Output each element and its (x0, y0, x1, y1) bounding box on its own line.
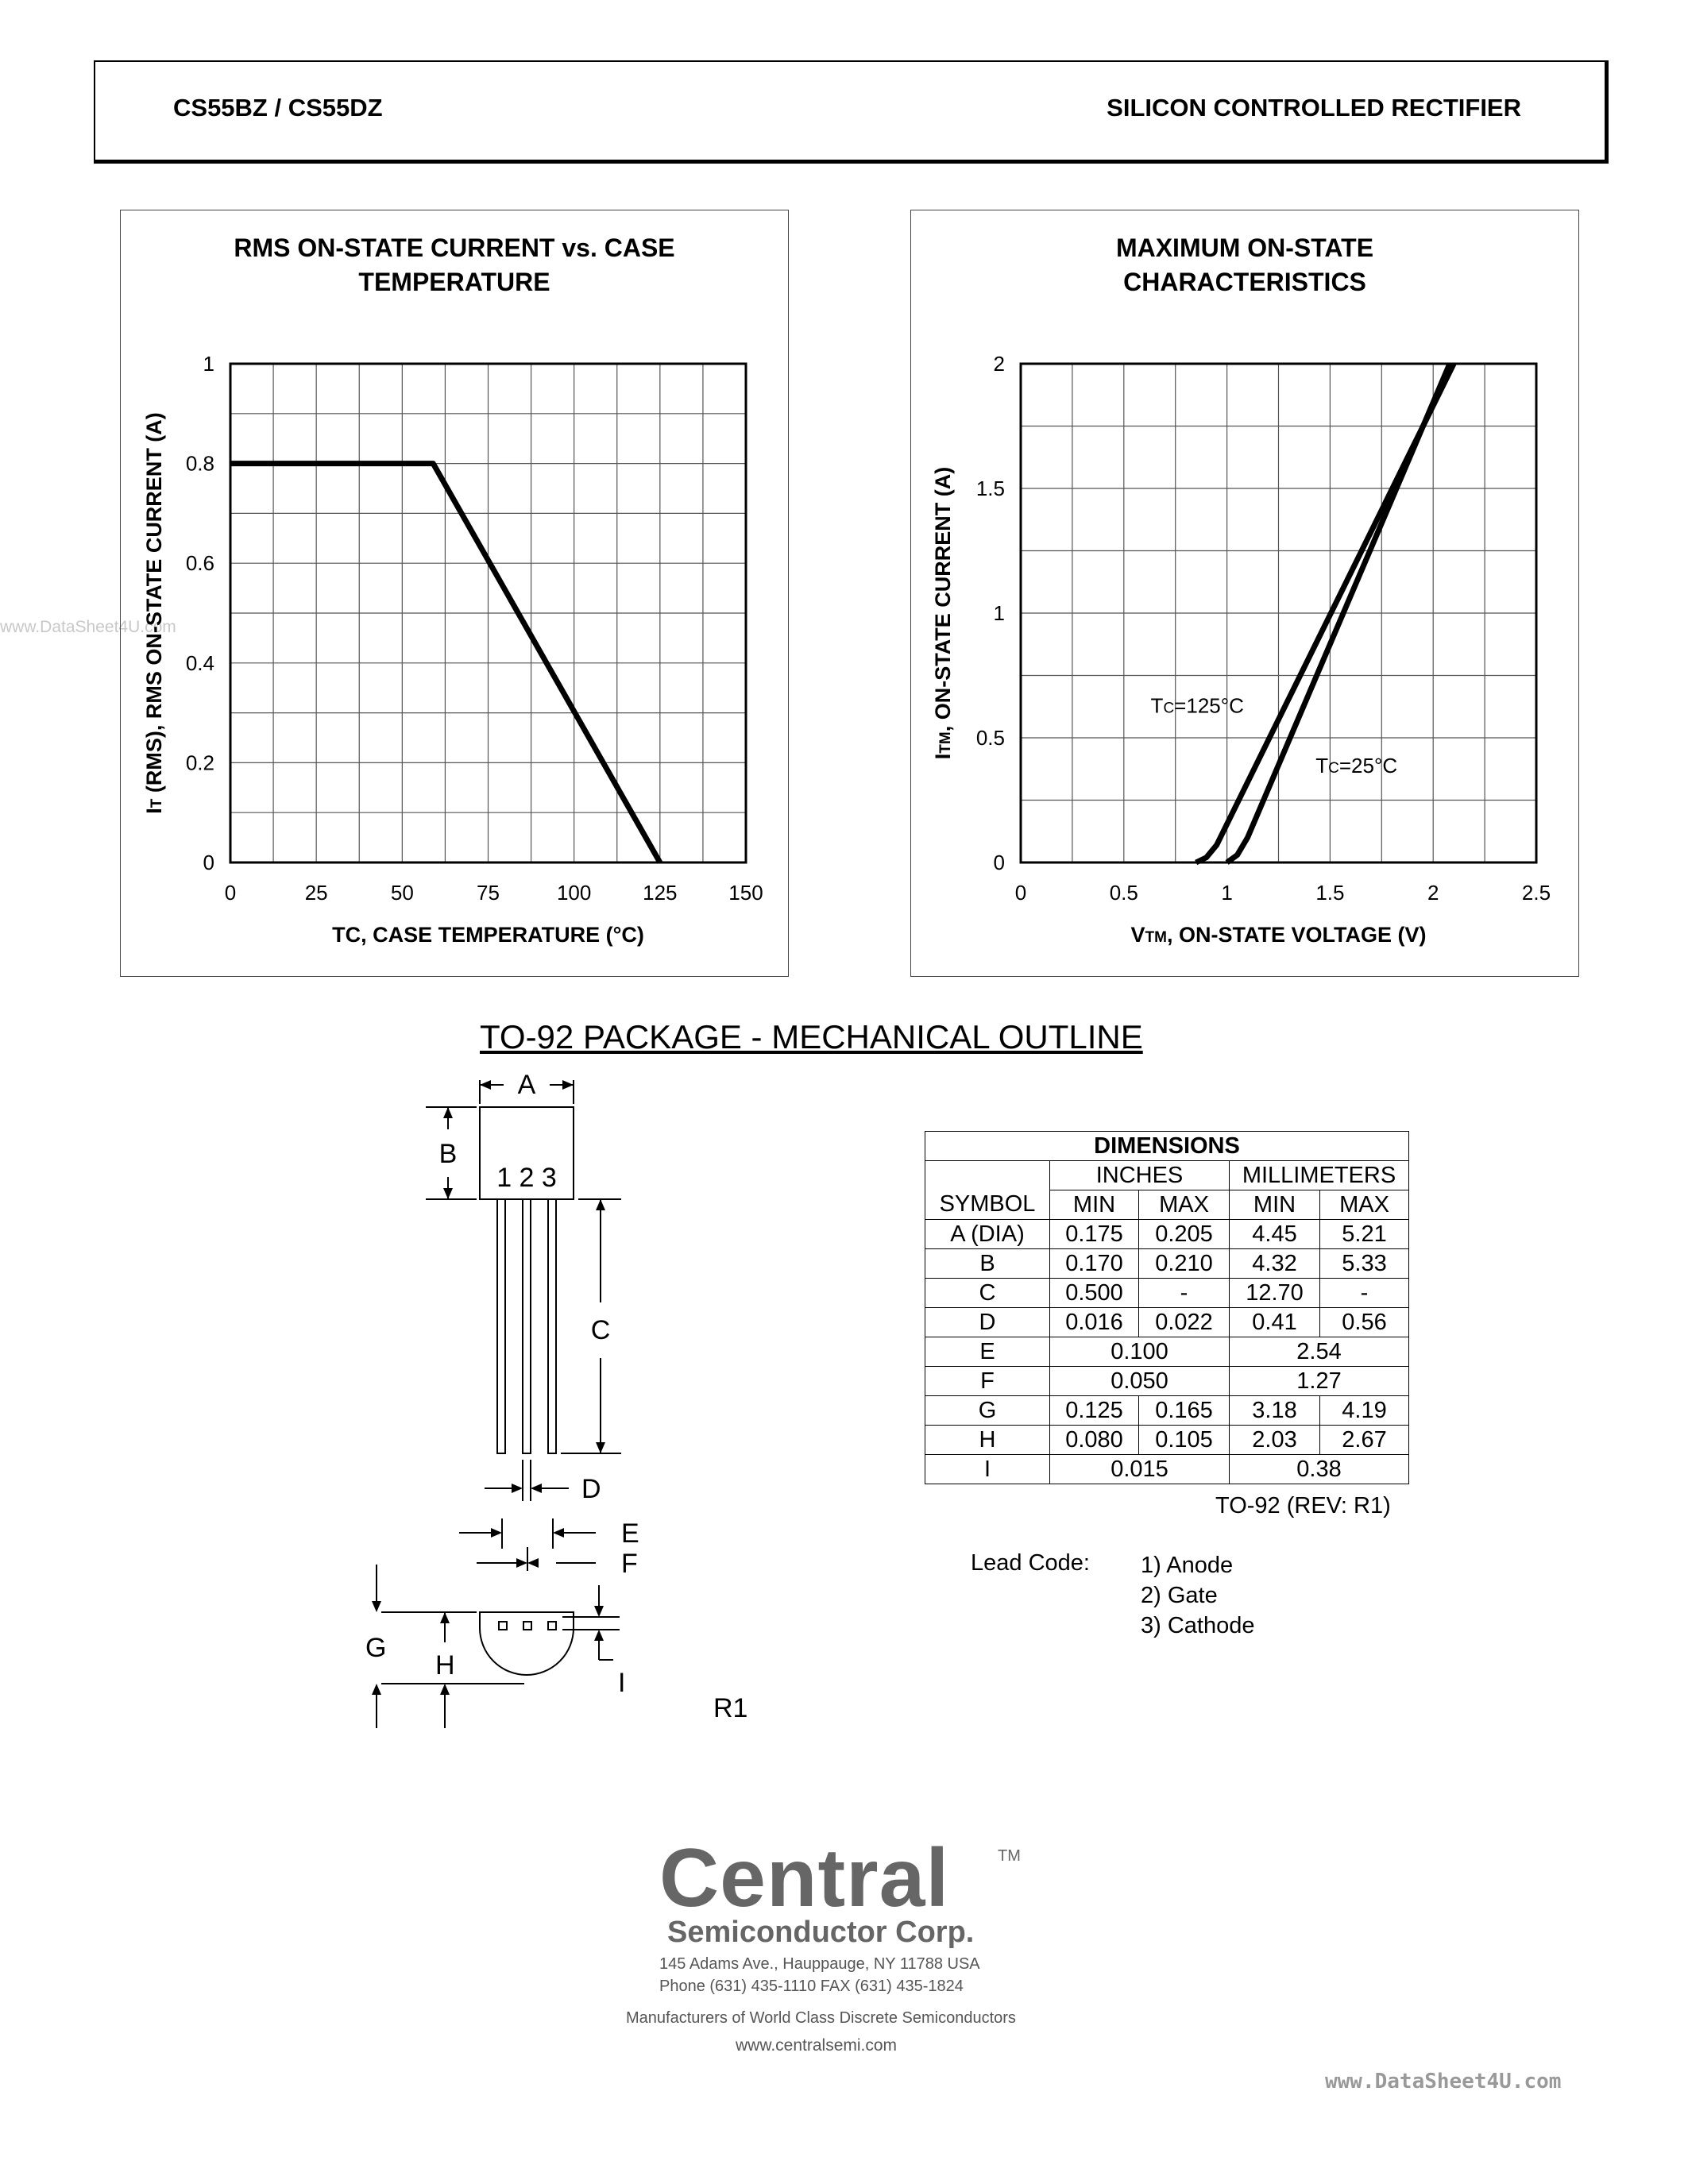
table-row (925, 1249, 1409, 1279)
table-title: DIMENSIONS (925, 1132, 1409, 1161)
company-website: www.centralsemi.com (736, 2036, 898, 2055)
x-axis-label: VTM, ON-STATE VOLTAGE (V) (1130, 923, 1427, 947)
cell: 0.022 (1139, 1308, 1230, 1337)
lead-code-label: Lead Code: (971, 1550, 1090, 1576)
company-address: 145 Adams Ave., Hauppauge, NY 11788 USA (659, 1955, 980, 1973)
cell: 0.500 (1050, 1279, 1139, 1308)
label-D: D (581, 1474, 601, 1504)
x-tick-label: 0 (224, 881, 237, 905)
cell: 0.38 (1230, 1455, 1409, 1484)
cell: 0.016 (1050, 1308, 1139, 1337)
label-I: I (618, 1668, 626, 1698)
company-phone: Phone (631) 435-1110 FAX (631) 435-1824 (659, 1978, 964, 1995)
cell: 2.54 (1230, 1337, 1409, 1367)
cell: 2.03 (1230, 1426, 1320, 1455)
x-tick-label: 75 (477, 881, 500, 905)
label-R1: R1 (713, 1693, 748, 1723)
chart-1-svg (120, 210, 789, 977)
label-B: B (438, 1139, 458, 1169)
table-row (925, 1367, 1409, 1396)
label-G: G (365, 1633, 387, 1663)
cell: - (1320, 1279, 1409, 1308)
cell: 3.18 (1230, 1396, 1320, 1426)
cell: 0.165 (1139, 1396, 1230, 1426)
cell: - (1139, 1279, 1230, 1308)
trademark: TM (998, 1847, 1021, 1865)
cell: 5.21 (1320, 1220, 1409, 1249)
y-tick-label: 0 (993, 851, 1005, 874)
package-drawing (357, 1056, 834, 1747)
y-tick-label: 0 (203, 851, 214, 874)
chart-1-title-line-2: TEMPERATURE (358, 268, 550, 296)
y-tick-label: 0.5 (975, 726, 1005, 750)
x-tick-label: 2.5 (1521, 881, 1551, 905)
y-axis-label: ITM, ON-STATE CURRENT (A) (931, 466, 955, 760)
cell: 1.27 (1230, 1367, 1409, 1396)
x-tick-label: 0.5 (1109, 881, 1138, 905)
dimensions-table (925, 1131, 1409, 1484)
cell: E (925, 1337, 1050, 1367)
y-axis-label: IT (RMS), RMS ON-STATE CURRENT (A) (142, 412, 166, 814)
cell: A (DIA) (925, 1220, 1050, 1249)
x-tick-label: 150 (728, 881, 763, 905)
cell: 0.015 (1050, 1455, 1230, 1484)
lead-3 (548, 1199, 556, 1453)
cell: 0.080 (1050, 1426, 1139, 1455)
lead-code-cathode: 3) Cathode (1141, 1613, 1255, 1638)
table-row (925, 1455, 1409, 1484)
col-in-min: MIN (1050, 1190, 1139, 1220)
table-row (925, 1279, 1409, 1308)
table-group-row (925, 1161, 1409, 1190)
chart-2-svg (910, 210, 1579, 977)
cell: B (925, 1249, 1050, 1279)
chart-1-title-line-1: RMS ON-STATE CURRENT vs. CASE (234, 233, 675, 262)
y-tick-label: 1.5 (975, 477, 1005, 500)
group-inches: INCHES (1050, 1161, 1230, 1190)
x-tick-label: 0 (1014, 881, 1027, 905)
cell: I (925, 1455, 1050, 1484)
series-label-1: TC=125°C (1150, 693, 1244, 718)
col-mm-min: MIN (1230, 1190, 1320, 1220)
chart-2-title-line-1: MAXIMUM ON-STATE (1115, 233, 1374, 262)
cell: 0.170 (1050, 1249, 1139, 1279)
y-tick-label: 1 (203, 352, 214, 376)
watermark-left: www.DataSheet4U.com (0, 618, 176, 636)
y-tick-label: 0.4 (185, 650, 214, 675)
pin-numbers: 1 2 3 (496, 1163, 557, 1193)
cell: C (925, 1279, 1050, 1308)
cell: H (925, 1426, 1050, 1455)
y-tick-label: 0.8 (185, 451, 214, 476)
table-row (925, 1220, 1409, 1249)
cell: 0.100 (1050, 1337, 1230, 1367)
x-tick-label: 25 (304, 881, 328, 905)
lead-1 (497, 1199, 505, 1453)
watermark-footer: www.DataSheet4U.com (1325, 2070, 1562, 2093)
x-tick-label: 1.5 (1315, 881, 1345, 905)
table-row (925, 1426, 1409, 1455)
cell: F (925, 1367, 1050, 1396)
x-axis-label: TC, CASE TEMPERATURE (°C) (332, 923, 644, 947)
cell: 0.56 (1320, 1308, 1409, 1337)
series-label-2: TC=25°C (1315, 753, 1398, 778)
label-C: C (590, 1315, 611, 1345)
y-tick-label: 1 (993, 601, 1005, 625)
lead-2 (523, 1199, 531, 1453)
cell: 0.125 (1050, 1396, 1139, 1426)
part-numbers: CS55BZ / CS55DZ (173, 94, 383, 122)
table-header-row (925, 1190, 1409, 1220)
group-millimeters: MILLIMETERS (1230, 1161, 1409, 1190)
company-tagline: Manufacturers of World Class Discrete Semiconductors (626, 2009, 1016, 2027)
cell: 0.205 (1139, 1220, 1230, 1249)
cell: 0.105 (1139, 1426, 1230, 1455)
x-tick-label: 100 (556, 881, 592, 905)
table-revision: TO-92 (REV: R1) (1215, 1493, 1391, 1518)
table-row (925, 1308, 1409, 1337)
y-tick-label: 0.6 (185, 551, 214, 576)
cell: 0.050 (1050, 1367, 1230, 1396)
col-symbol: SYMBOL (925, 1190, 1050, 1220)
col-mm-max: MAX (1320, 1190, 1409, 1220)
y-tick-label: 2 (993, 352, 1005, 376)
cell: 0.210 (1139, 1249, 1230, 1279)
x-tick-label: 125 (643, 881, 678, 905)
table-row (925, 1396, 1409, 1426)
brand-logo: Central (659, 1832, 950, 1924)
cell: 0.175 (1050, 1220, 1139, 1249)
device-type: SILICON CONTROLLED RECTIFIER (1107, 94, 1521, 122)
col-in-max: MAX (1139, 1190, 1230, 1220)
company-name: Semiconductor Corp. (667, 1916, 975, 1949)
cell: 4.19 (1320, 1396, 1409, 1426)
x-tick-label: 50 (390, 881, 414, 905)
label-E: E (621, 1518, 639, 1549)
chart-2-title-line-2: CHARACTERISTICS (1123, 268, 1366, 296)
lead-code-anode: 1) Anode (1141, 1553, 1234, 1578)
cell: 4.45 (1230, 1220, 1320, 1249)
y-tick-label: 0.2 (185, 751, 214, 775)
cell: D (925, 1308, 1050, 1337)
x-tick-label: 1 (1221, 881, 1233, 905)
table-title-row (925, 1132, 1409, 1161)
label-H: H (435, 1650, 455, 1680)
cell: G (925, 1396, 1050, 1426)
lead-code-list (1141, 1550, 1255, 1641)
label-A: A (517, 1070, 536, 1100)
cell: 0.41 (1230, 1308, 1320, 1337)
cell: 4.32 (1230, 1249, 1320, 1279)
cell: 12.70 (1230, 1279, 1320, 1308)
table-row (925, 1337, 1409, 1367)
lead-code-gate: 2) Gate (1141, 1583, 1218, 1608)
package-title: TO-92 PACKAGE - MECHANICAL OUTLINE (480, 1018, 1143, 1055)
cell: 5.33 (1320, 1249, 1409, 1279)
cell: 2.67 (1320, 1426, 1409, 1455)
label-F: F (621, 1549, 638, 1579)
x-tick-label: 2 (1427, 881, 1439, 905)
